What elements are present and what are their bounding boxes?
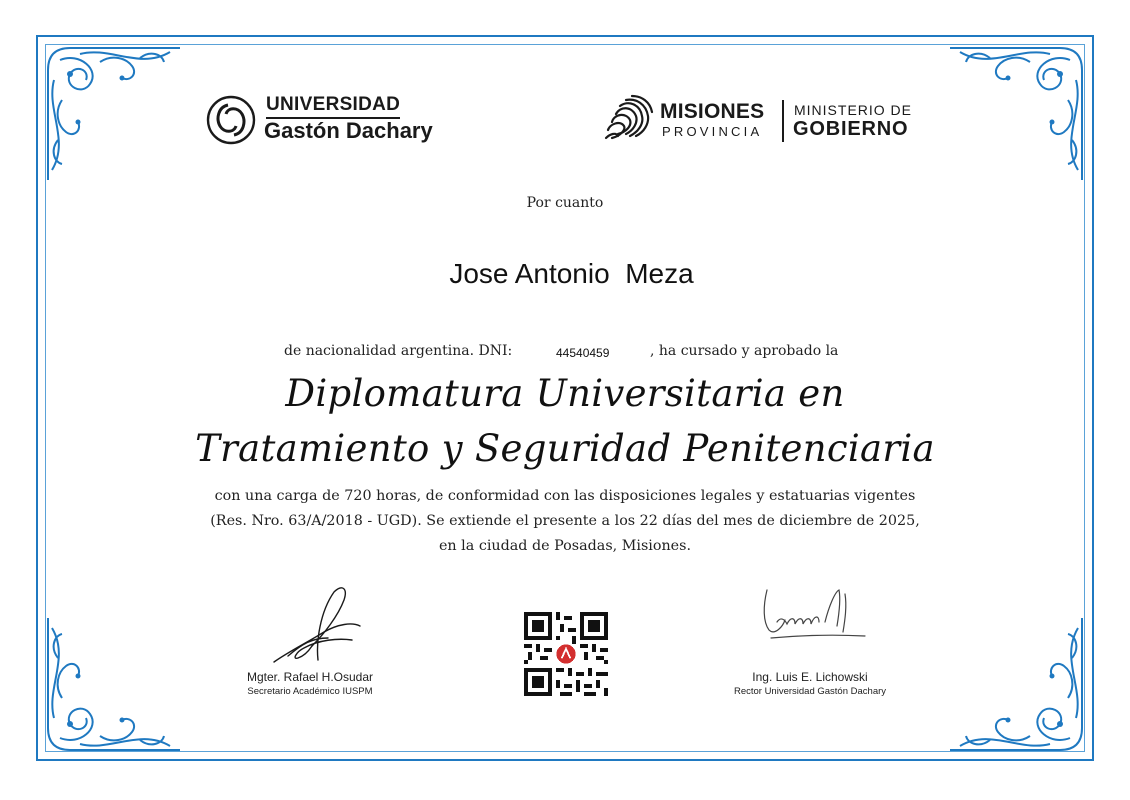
program-title-line2: Tratamiento y Seguridad Penitenciaria [195, 427, 935, 470]
dni-value: 44540459 [556, 346, 610, 360]
ugd-logo-line1: UNIVERSIDAD [266, 94, 400, 119]
signature-right [755, 586, 875, 656]
recipient-name: Jose Antonio Meza [449, 258, 694, 289]
ornament-corner-top-left [40, 40, 190, 190]
body-line2: (Res. Nro. 63/A/2018 - UGD). Se extiende el presente a los 22 días del mes de diciembre de 2025, [210, 513, 920, 529]
body-line1: con una carga de 720 horas, de conformidad con las disposiciones legales y estatuarias vigentes [214, 488, 916, 504]
program-title-line1: Diplomatura Universitaria en [285, 372, 845, 415]
ornament-corner-bottom-left [40, 608, 190, 758]
fingerprint-logo-icon [602, 92, 660, 146]
signature-left [268, 582, 368, 672]
nationality-prefix: de nacionalidad argentina. DNI: [284, 343, 513, 359]
signer-left-role: Secretario Académico IUSPM [247, 686, 373, 697]
body-line3: en la ciudad de Posadas, Misiones. [438, 538, 692, 554]
qr-code-icon [524, 612, 608, 696]
ugd-logo [206, 94, 446, 146]
ugd-logo-line2: Gastón Dachary [264, 118, 433, 143]
signer-right-role: Rector Universidad Gastón Dachary [733, 686, 887, 697]
ugd-logo-icon [206, 95, 256, 145]
ministry-line1: MINISTERIO DE [794, 102, 913, 118]
por-cuanto-text: Por cuanto [526, 195, 604, 211]
ornament-corner-bottom-right [940, 608, 1090, 758]
misiones-province: PROVINCIA [662, 124, 763, 139]
ministry-line2: GOBIERNO [793, 118, 909, 140]
logo-separator [782, 100, 784, 142]
certificate-body [0, 484, 1130, 559]
ornament-corner-top-right [940, 40, 1090, 190]
signer-left-name: Mgter. Rafael H.Osudar [246, 670, 374, 684]
signer-right-name: Ing. Luis E. Lichowski [752, 670, 868, 684]
misiones-name: MISIONES [660, 100, 765, 123]
misiones-logo [602, 92, 932, 148]
nationality-suffix: , ha cursado y aprobado la [650, 343, 839, 359]
